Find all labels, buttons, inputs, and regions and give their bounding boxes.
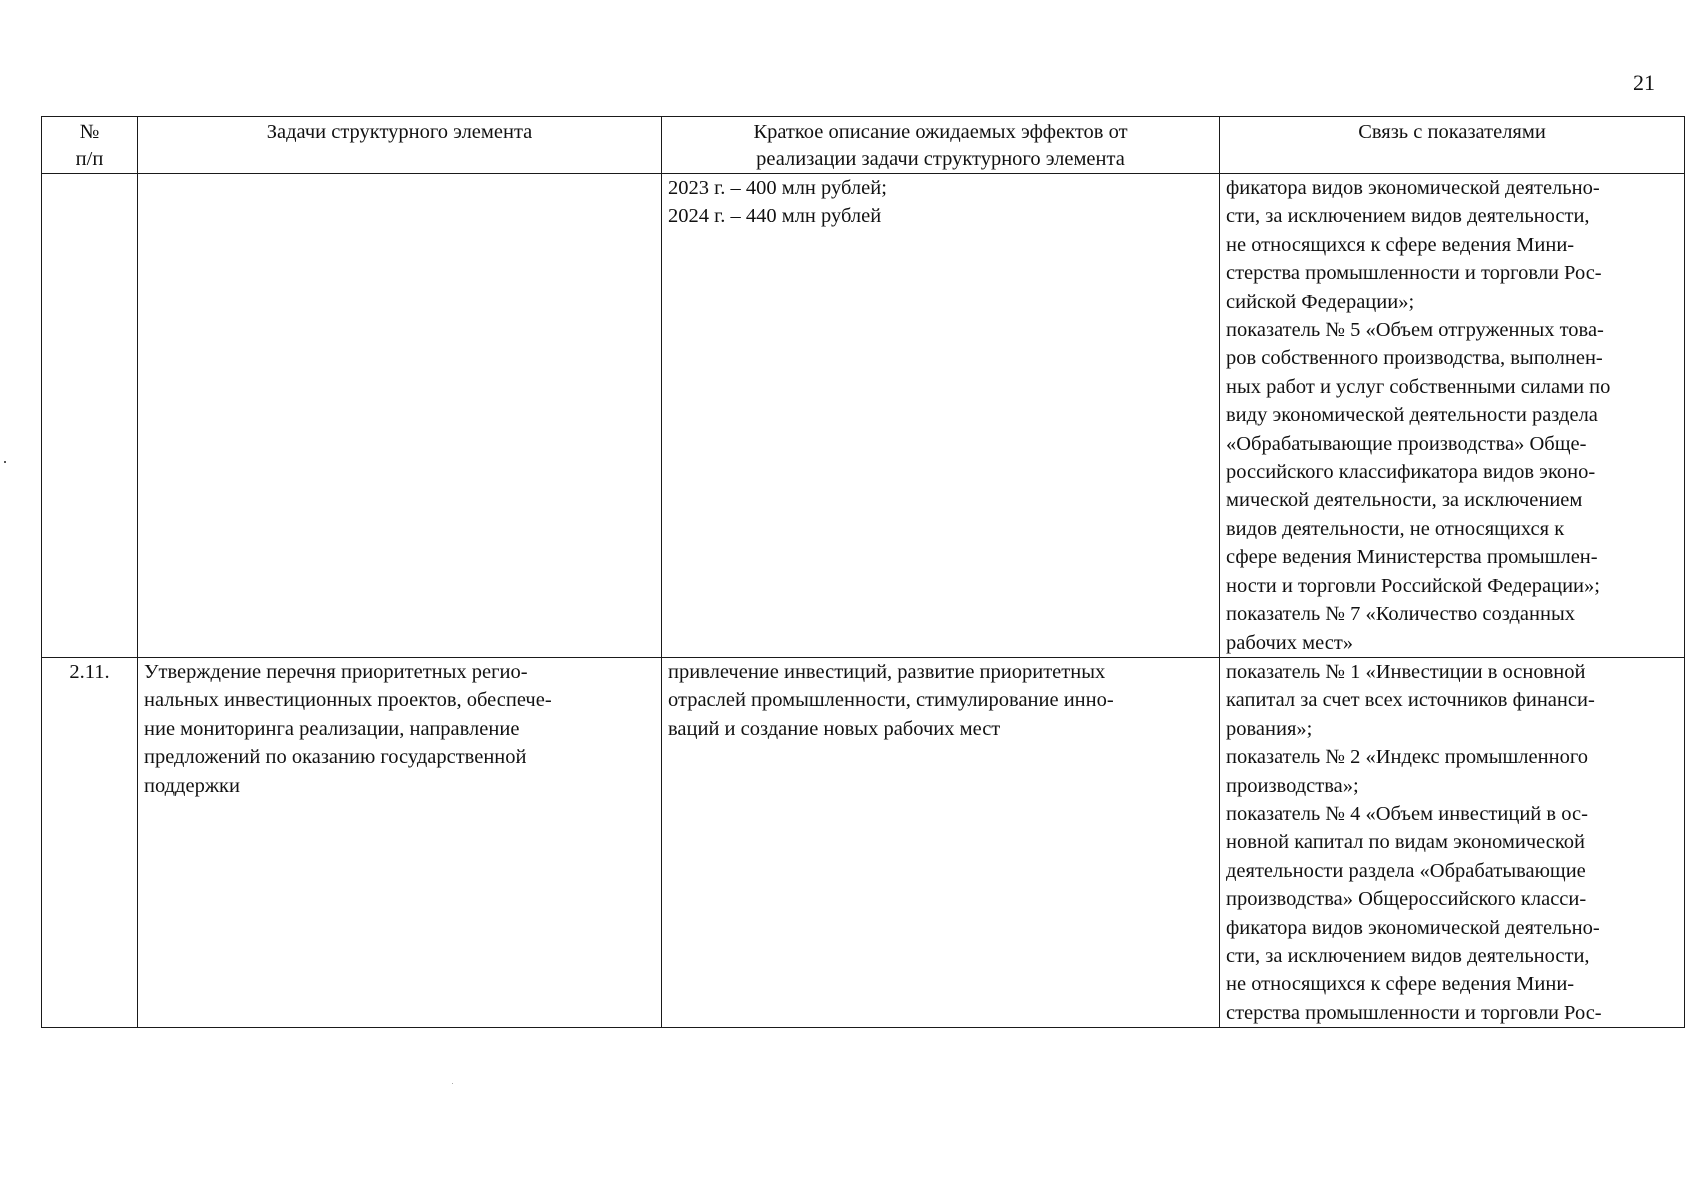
row-link-cell	[1220, 657, 1685, 1027]
link-line: сти, за исключением видов деятельности,	[1226, 944, 1590, 967]
row-task-cell	[138, 657, 662, 1027]
header-effect	[662, 117, 1220, 174]
table-header-row	[42, 117, 1685, 174]
link-line: «Обрабатывающие производства» Обще-	[1226, 432, 1587, 455]
link-line: стерства промышленности и торговли Рос-	[1226, 262, 1602, 285]
link-line: мической деятельности, за исключением	[1226, 489, 1583, 512]
link-line: сийской Федерации»;	[1226, 290, 1415, 313]
link-line: сфере ведения Министерства промышлен-	[1226, 546, 1598, 569]
header-num-line: №	[79, 121, 100, 143]
link-line: российского классификатора видов эконо-	[1226, 461, 1596, 484]
header-task	[138, 117, 662, 174]
link-line: капитал за счет всех источников финанси-	[1226, 689, 1595, 712]
page-number: 21	[1633, 70, 1655, 95]
task-line: Утверждение перечня приоритетных регио-	[144, 660, 528, 683]
link-line: рабочих мест»	[1226, 631, 1354, 654]
table-row	[42, 174, 1685, 658]
effect-line: 2024 г. – 440 млн рублей	[668, 205, 882, 228]
header-effect-line: реализации задачи структурного элемента	[756, 148, 1125, 170]
row-effect-cell	[662, 657, 1220, 1027]
link-line: фикатора видов экономической деятельно-	[1226, 916, 1600, 939]
link-line: производства»;	[1226, 774, 1359, 797]
indicators-table	[41, 116, 1685, 1028]
row-effect-cell	[662, 174, 1220, 658]
task-line: ние мониторинга реализации, направление	[144, 717, 520, 740]
link-line: видов деятельности, не относящихся к	[1226, 517, 1565, 540]
link-line: производства» Общероссийского класси-	[1226, 888, 1587, 911]
scan-artifact-dot	[452, 1083, 453, 1084]
link-line: показатель № 1 «Инвестиции в основной	[1226, 660, 1586, 683]
row-task-cell	[138, 174, 662, 658]
link-line: показатель № 2 «Индекс промышленного	[1226, 746, 1588, 769]
effect-line: 2023 г. – 400 млн рублей;	[668, 177, 887, 199]
row-num-cell: 2.11.	[42, 657, 138, 1027]
effect-line: отраслей промышленности, стимулирование инно-	[668, 689, 1114, 712]
task-line: нальных инвестиционных проектов, обеспече-	[144, 689, 552, 712]
header-task-line: Задачи структурного элемента	[266, 121, 533, 143]
task-line: поддержки	[144, 774, 240, 797]
link-line: показатель № 7 «Количество созданных	[1226, 603, 1576, 626]
link-line: стерства промышленности и торговли Рос-	[1226, 1001, 1602, 1024]
link-line: показатель № 5 «Объем отгруженных това-	[1226, 319, 1604, 342]
header-link-line: Связь с показателями	[1358, 121, 1546, 143]
link-line: фикатора видов экономической деятельно-	[1226, 177, 1600, 199]
link-line: деятельности раздела «Обрабатывающие	[1226, 859, 1586, 882]
link-line: ности и торговли Российской Федерации»;	[1226, 574, 1600, 597]
effect-line: ваций и создание новых рабочих мест	[668, 717, 1001, 740]
header-effect-line: Краткое описание ожидаемых эффектов от	[753, 121, 1128, 143]
scan-artifact-mark	[4, 461, 6, 463]
link-line: не относящихся к сфере ведения Мини-	[1226, 973, 1575, 996]
link-line: не относящихся к сфере ведения Мини-	[1226, 233, 1575, 256]
link-line: показатель № 4 «Объем инвестиций в ос-	[1226, 802, 1588, 825]
row-num-cell	[42, 174, 138, 658]
table-row	[42, 657, 1685, 1027]
effect-line: привлечение инвестиций, развитие приоритетных	[668, 660, 1106, 683]
link-line: виду экономической деятельности раздела	[1226, 404, 1598, 427]
link-line: рования»;	[1226, 717, 1313, 740]
link-line: ных работ и услуг собственными силами по	[1226, 375, 1611, 398]
header-link	[1220, 117, 1685, 174]
header-num-line: п/п	[75, 148, 104, 170]
row-link-cell	[1220, 174, 1685, 658]
link-line: сти, за исключением видов деятельности,	[1226, 205, 1590, 228]
link-line: ров собственного производства, выполнен-	[1226, 347, 1603, 370]
link-line: новной капитал по видам экономической	[1226, 831, 1586, 854]
task-line: предложений по оказанию государственной	[144, 746, 527, 769]
header-num	[42, 117, 138, 174]
